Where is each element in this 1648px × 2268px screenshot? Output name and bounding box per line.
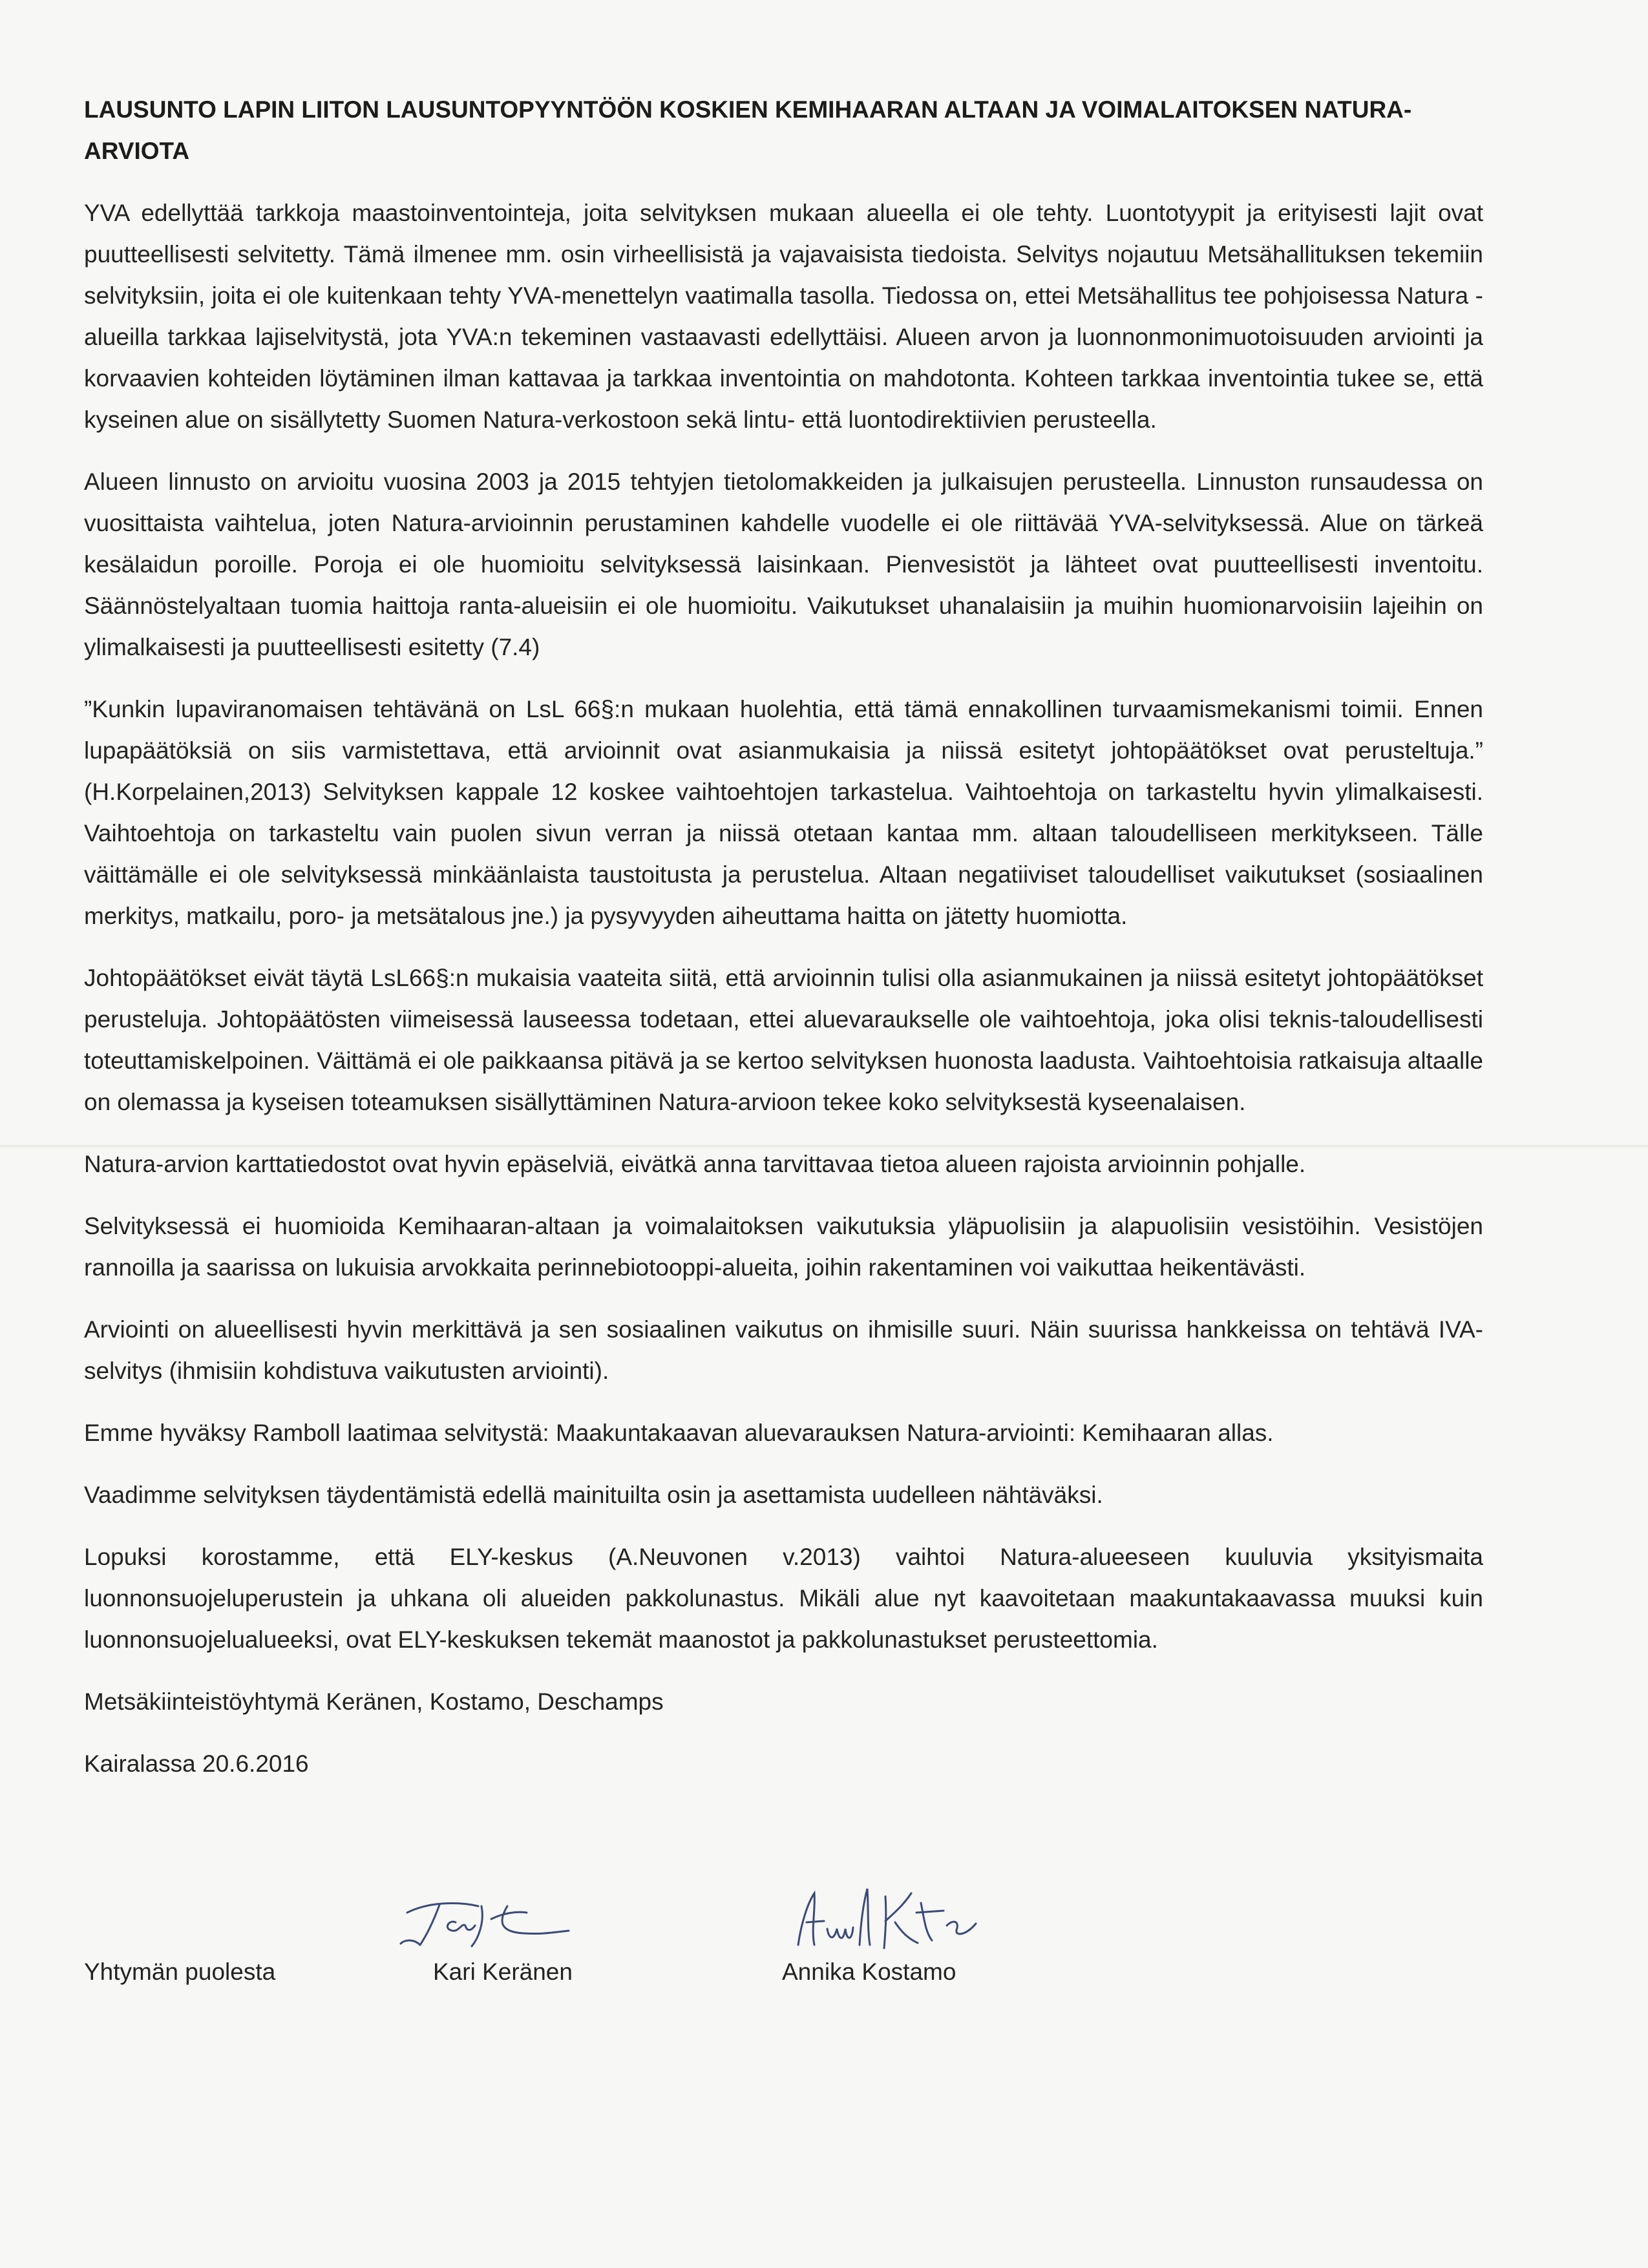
paragraph-7: Arviointi on alueellisesti hyvin merkittävä ja sen sosiaalinen vaikutus on ihmisille suuri. Näin suurissa hankkeissa on tehtävä IVA-selvitys (ihmisiin kohdistuva vaikutusten arviointi).	[84, 1316, 1483, 1384]
paragraph-6: Selvityksessä ei huomioida Kemihaaran-altaan ja voimalaitoksen vaikutuksia yläpuolisiin ja alapuolisiin vesistöihin. Vesistöjen rannoilla ja saarissa on lukuisia arvokkaita perinnebiotooppi-alueita, joihin rakentaminen voi vaikuttaa heikentävästi.	[84, 1213, 1483, 1281]
paragraph-5: Natura-arvion karttatiedostot ovat hyvin epäselviä, eivätkä anna tarvittavaa tietoa alueen rajoista arvioinnin pohjalle.	[84, 1151, 1306, 1177]
paragraph-8: Emme hyväksy Ramboll laatimaa selvitystä: Maakuntakaavan aluevarauksen Natura-arviointi: Kemihaaran allas.	[84, 1420, 1274, 1446]
paragraph-9: Vaadimme selvityksen täydentämistä edellä mainituilta osin ja asettamista uudelleen nähtäväksi.	[84, 1482, 1103, 1508]
letter-title: LAUSUNTO LAPIN LIITON LAUSUNTOPYYNTÖÖN KOSKIEN KEMIHAARAN ALTAAN JA VOIMALAITOKSEN NATURA-ARVIOTA	[84, 96, 1412, 164]
paragraph-10: Lopuksi korostamme, että ELY-keskus (A.Neuvonen v.2013) vaihtoi Natura-alueeseen kuuluvia yksityismaita luonnonsuojeluperustein ja uhkana oli alueiden pakkolunastus. Mikäli alue nyt kaavoitetaan maakuntakaavassa muuksi kuin luonnonsuojelualueeksi, ovat ELY-keskuksen tekemät maanostot ja pakkolunastukset perusteettomia.	[84, 1544, 1483, 1653]
letter-body	[84, 89, 1483, 1805]
place-date: Kairalassa 20.6.2016	[84, 1750, 309, 1777]
signer-2-name: Annika Kostamo	[782, 1958, 956, 1985]
signature-on-behalf-label: Yhtymän puolesta	[84, 1958, 276, 1985]
signature-annika-kostamo	[788, 1884, 982, 1955]
signer-1-name: Kari Keränen	[433, 1958, 573, 1985]
paragraph-1: YVA edellyttää tarkkoja maastoinventointeja, joita selvityksen mukaan alueella ei ole tehty. Luontotyypit ja erityisesti lajit ovat puutteellisesti selvitetty. Tämä ilmenee mm. osin virheellisistä ja vajavaisista tiedoista. Selvitys nojautuu Metsähallituksen tekemiin selvityksiin, joita ei ole kuitenkaan tehty YVA-menettelyn vaatimalla tasolla. Tiedossa on, ettei Metsähallitus tee pohjoisessa Natura -alueilla tarkkaa lajiselvitystä, jota YVA:n tekeminen vastaavasti edellyttäisi. Alueen arvon ja luonnonmonimuotoisuuden arviointi ja korvaavien kohteiden löytäminen ilman kattavaa ja tarkkaa inventointia on mahdotonta. Kohteen tarkkaa inventointia tukee se, että kyseinen alue on sisällytetty Suomen Natura-verkostoon sekä lintu- että luontodirektiivien perusteella.	[84, 200, 1483, 433]
signature-kari-keranen	[394, 1893, 575, 1951]
paragraph-3: ”Kunkin lupaviranomaisen tehtävänä on LsL 66§:n mukaan huolehtia, että tämä ennakollinen turvaamismekanismi toimii. Ennen lupapäätöksiä on siis varmistettava, että arvioinnit ovat asianmukaisia ja niissä esitetyt johtopäätökset ovat perusteltuja.” (H.Korpelainen,2013) Selvityksen kappale 12 koskee vaihtoehtojen tarkastelua. Vaihtoehtoja on tarkasteltu hyvin ylimalkaisesti. Vaihtoehtoja on tarkasteltu vain puolen sivun verran ja niissä otetaan kantaa mm. altaan taloudelliseen merkitykseen. Tälle väittämälle ei ole selvityksessä minkäänlaista taustoitusta ja perustelua. Altaan negatiiviset taloudelliset vaikutukset (sosiaalinen merkitys, matkailu, poro- ja metsätalous jne.) ja pysyvyyden aiheuttama haitta on jätetty huomiotta.	[84, 696, 1483, 929]
paragraph-2: Alueen linnusto on arvioitu vuosina 2003 ja 2015 tehtyjen tietolomakkeiden ja julkaisujen perusteella. Linnuston runsaudessa on vuosittaista vaihtelua, joten Natura-arvioinnin perustaminen kahdelle vuodelle ei ole riittävää YVA-selvityksessä. Alue on tärkeä kesälaidun poroille. Poroja ei ole huomioitu selvityksessä laisinkaan. Pienvesistöt ja lähteet ovat puutteellisesti inventoitu. Säännöstelyaltaan tuomia haittoja ranta-alueisiin ei ole huomioitu. Vaikutukset uhanalaisiin ja muihin huomionarvoisiin lajeihin on ylimalkaisesti ja puutteellisesti esitetty (7.4)	[84, 468, 1483, 660]
sender-line: Metsäkiinteistöyhtymä Keränen, Kostamo, Deschamps	[84, 1688, 664, 1715]
paragraph-4: Johtopäätökset eivät täytä LsL66§:n mukaisia vaateita siitä, että arvioinnin tulisi olla asianmukainen ja niissä esitetyt johtopäätökset perusteluja. Johtopäätösten viimeisessä lauseessa todetaan, ettei aluevaraukselle ole vaihtoehtoja, joka olisi teknis-taloudellisesti toteuttamiskelpoinen. Väittämä ei ole paikkaansa pitävä ja se kertoo selvityksen huonosta laadusta. Vaihtoehtoisia ratkaisuja altaalle on olemassa ja kyseisen toteamuksen sisällyttäminen Natura-arvioon tekee koko selvityksestä kyseenalaisen.	[84, 965, 1483, 1115]
signature-block	[84, 1913, 1506, 1990]
